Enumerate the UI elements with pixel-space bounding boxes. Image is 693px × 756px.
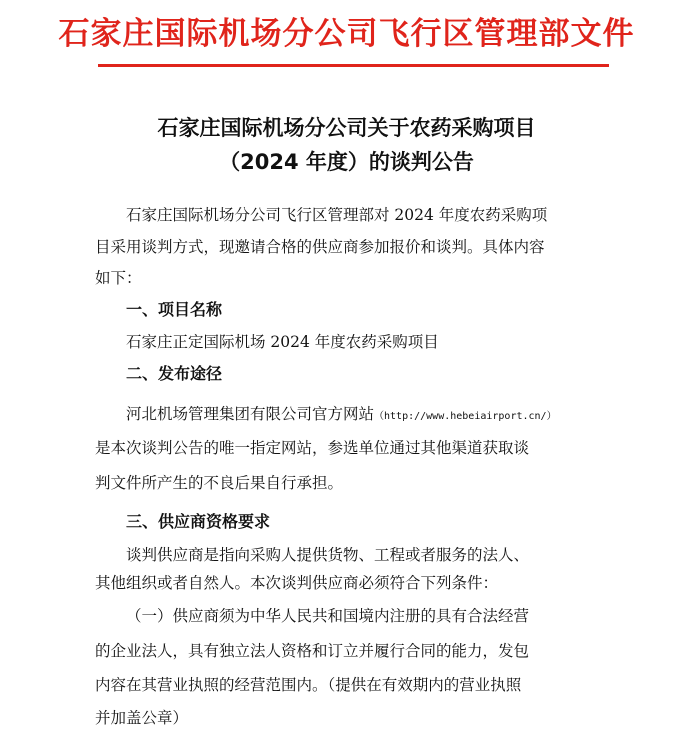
document-header-title: 石家庄国际机场分公司飞行区管理部文件 xyxy=(58,16,635,52)
intro-line-2: 目采用谈判方式，现邀请合格的供应商参加报价和谈判。具体内容 xyxy=(95,238,545,256)
section-2-line-1 xyxy=(126,404,557,427)
intro-line-3: 如下： xyxy=(95,269,142,287)
section-1-heading: 一、项目名称 xyxy=(126,300,223,319)
section-2-line-2: 是本次谈判公告的唯一指定网站，参选单位通过其他渠道获取谈 xyxy=(95,439,530,457)
announcement-title-line-2: （2024 年度）的谈判公告 xyxy=(219,150,474,174)
section-3-item-1-line-4: 并加盖公章） xyxy=(95,709,189,727)
section-3-item-1-line-3: 内容在其营业执照的经营范围内。（提供在有效期内的营业执照 xyxy=(95,676,522,694)
header-red-rule xyxy=(98,64,609,67)
announcement-title-line-1: 石家庄国际机场分公司关于农药采购项目 xyxy=(157,116,536,140)
section-2-heading: 二、发布途径 xyxy=(126,364,223,383)
intro-line-1: 石家庄国际机场分公司飞行区管理部对 2024 年度农药采购项 xyxy=(126,206,548,224)
website-url-link[interactable]: （http://www.hebeiairport.cn/） xyxy=(374,411,557,422)
section-3-line-1: 谈判供应商是指向采购人提供货物、工程或者服务的法人、 xyxy=(126,546,530,564)
section-3-item-1-line-2: 的企业法人，具有独立法人资格和订立并履行合同的能力，发包 xyxy=(95,642,530,660)
section-1-content: 石家庄正定国际机场 2024 年度农药采购项目 xyxy=(126,333,439,351)
section-3-line-2: 其他组织或者自然人。本次谈判供应商必须符合下列条件： xyxy=(95,574,499,592)
section-3-heading: 三、供应商资格要求 xyxy=(126,512,271,531)
section-3-item-1-line-1: （一）供应商须为中华人民共和国境内注册的具有合法经营 xyxy=(126,607,530,625)
section-2-line-3: 判文件所产生的不良后果自行承担。 xyxy=(95,474,344,492)
website-name: 河北机场管理集团有限公司官方网站 xyxy=(126,405,375,423)
